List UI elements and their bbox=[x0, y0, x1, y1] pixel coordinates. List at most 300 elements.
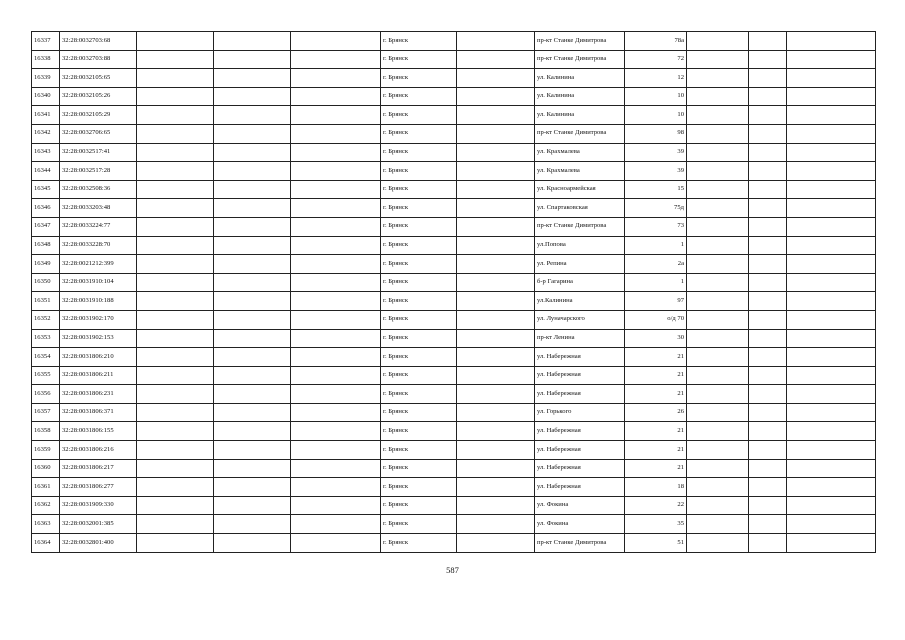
empty-cell bbox=[137, 32, 214, 51]
empty-cell bbox=[291, 199, 381, 218]
table-row bbox=[32, 162, 876, 181]
empty-cell bbox=[787, 496, 876, 515]
empty-cell bbox=[787, 348, 876, 367]
empty-cell bbox=[291, 236, 381, 255]
cadastral-number-cell: 32:28:0032703:88 bbox=[60, 50, 137, 69]
table-row bbox=[32, 310, 876, 329]
row-number-cell: 16362 bbox=[32, 496, 60, 515]
empty-cell bbox=[291, 69, 381, 88]
empty-cell bbox=[291, 217, 381, 236]
empty-cell bbox=[687, 534, 749, 553]
empty-cell bbox=[457, 348, 535, 367]
street-cell: ул.Попова bbox=[535, 236, 625, 255]
table-row bbox=[32, 478, 876, 497]
empty-cell bbox=[457, 441, 535, 460]
empty-cell bbox=[457, 162, 535, 181]
empty-cell bbox=[457, 124, 535, 143]
empty-cell bbox=[687, 403, 749, 422]
empty-cell bbox=[687, 236, 749, 255]
page-number: 587 bbox=[446, 565, 459, 575]
table-row bbox=[32, 236, 876, 255]
empty-cell bbox=[457, 106, 535, 125]
empty-cell bbox=[291, 162, 381, 181]
table-row bbox=[32, 385, 876, 404]
empty-cell bbox=[787, 87, 876, 106]
row-number-cell: 16355 bbox=[32, 366, 60, 385]
city-cell: г. Брянск bbox=[381, 441, 457, 460]
street-cell: ул. Спартаковская bbox=[535, 199, 625, 218]
city-cell: г. Брянск bbox=[381, 366, 457, 385]
row-number-cell: 16343 bbox=[32, 143, 60, 162]
empty-cell bbox=[137, 50, 214, 69]
city-cell: г. Брянск bbox=[381, 310, 457, 329]
house-number-cell: 12 bbox=[625, 69, 687, 88]
empty-cell bbox=[137, 143, 214, 162]
empty-cell bbox=[214, 403, 291, 422]
empty-cell bbox=[214, 329, 291, 348]
house-number-cell: 10 bbox=[625, 106, 687, 125]
empty-cell bbox=[687, 496, 749, 515]
table-row bbox=[32, 87, 876, 106]
table-row bbox=[32, 366, 876, 385]
empty-cell bbox=[137, 106, 214, 125]
cadastral-number-cell: 32:28:0031806:216 bbox=[60, 441, 137, 460]
row-number-cell: 16339 bbox=[32, 69, 60, 88]
empty-cell bbox=[787, 180, 876, 199]
row-number-cell: 16356 bbox=[32, 385, 60, 404]
empty-cell bbox=[214, 273, 291, 292]
empty-cell bbox=[291, 124, 381, 143]
street-cell: ул. Фокина bbox=[535, 515, 625, 534]
empty-cell bbox=[749, 515, 787, 534]
cadastral-number-cell: 32:28:0031806:211 bbox=[60, 366, 137, 385]
empty-cell bbox=[137, 236, 214, 255]
empty-cell bbox=[291, 496, 381, 515]
street-cell: пр-кт Станке Димитрова bbox=[535, 217, 625, 236]
empty-cell bbox=[787, 50, 876, 69]
table-row bbox=[32, 515, 876, 534]
empty-cell bbox=[457, 32, 535, 51]
empty-cell bbox=[137, 124, 214, 143]
empty-cell bbox=[214, 87, 291, 106]
empty-cell bbox=[457, 50, 535, 69]
empty-cell bbox=[457, 403, 535, 422]
street-cell: ул. Набережная bbox=[535, 385, 625, 404]
street-cell: ул. Калинина bbox=[535, 87, 625, 106]
house-number-cell: 10 bbox=[625, 87, 687, 106]
empty-cell bbox=[787, 255, 876, 274]
empty-cell bbox=[687, 87, 749, 106]
row-number-cell: 16364 bbox=[32, 534, 60, 553]
empty-cell bbox=[687, 515, 749, 534]
empty-cell bbox=[291, 106, 381, 125]
empty-cell bbox=[137, 478, 214, 497]
empty-cell bbox=[214, 534, 291, 553]
cadastral-number-cell: 32:28:0031910:104 bbox=[60, 273, 137, 292]
table-row bbox=[32, 403, 876, 422]
empty-cell bbox=[214, 496, 291, 515]
empty-cell bbox=[214, 310, 291, 329]
empty-cell bbox=[457, 180, 535, 199]
empty-cell bbox=[687, 459, 749, 478]
empty-cell bbox=[787, 478, 876, 497]
cadastral-number-cell: 32:28:0031902:153 bbox=[60, 329, 137, 348]
empty-cell bbox=[214, 199, 291, 218]
street-cell: ул. Набережная bbox=[535, 422, 625, 441]
empty-cell bbox=[214, 143, 291, 162]
empty-cell bbox=[749, 310, 787, 329]
empty-cell bbox=[749, 403, 787, 422]
empty-cell bbox=[687, 199, 749, 218]
house-number-cell: 75д bbox=[625, 199, 687, 218]
row-number-cell: 16354 bbox=[32, 348, 60, 367]
empty-cell bbox=[787, 199, 876, 218]
empty-cell bbox=[137, 422, 214, 441]
row-number-cell: 16338 bbox=[32, 50, 60, 69]
empty-cell bbox=[291, 329, 381, 348]
house-number-cell: 15 bbox=[625, 180, 687, 199]
empty-cell bbox=[291, 255, 381, 274]
cadastral-number-cell: 32:28:0032517:28 bbox=[60, 162, 137, 181]
empty-cell bbox=[291, 422, 381, 441]
empty-cell bbox=[291, 292, 381, 311]
empty-cell bbox=[291, 366, 381, 385]
cadastral-number-cell: 32:28:0031909:330 bbox=[60, 496, 137, 515]
row-number-cell: 16340 bbox=[32, 87, 60, 106]
table-row bbox=[32, 292, 876, 311]
house-number-cell: 73 bbox=[625, 217, 687, 236]
empty-cell bbox=[749, 87, 787, 106]
city-cell: г. Брянск bbox=[381, 50, 457, 69]
table-body bbox=[32, 32, 876, 553]
empty-cell bbox=[787, 217, 876, 236]
row-number-cell: 16344 bbox=[32, 162, 60, 181]
house-number-cell: 35 bbox=[625, 515, 687, 534]
house-number-cell: 26 bbox=[625, 403, 687, 422]
city-cell: г. Брянск bbox=[381, 273, 457, 292]
empty-cell bbox=[749, 217, 787, 236]
city-cell: г. Брянск bbox=[381, 69, 457, 88]
empty-cell bbox=[214, 124, 291, 143]
empty-cell bbox=[787, 459, 876, 478]
cadastral-number-cell: 32:28:0031806:217 bbox=[60, 459, 137, 478]
street-cell: пр-кт Станке Димитрова bbox=[535, 534, 625, 553]
empty-cell bbox=[787, 385, 876, 404]
empty-cell bbox=[137, 459, 214, 478]
empty-cell bbox=[749, 534, 787, 553]
empty-cell bbox=[749, 32, 787, 51]
empty-cell bbox=[214, 478, 291, 497]
empty-cell bbox=[457, 217, 535, 236]
empty-cell bbox=[749, 180, 787, 199]
empty-cell bbox=[787, 236, 876, 255]
empty-cell bbox=[137, 441, 214, 460]
house-number-cell: 21 bbox=[625, 366, 687, 385]
empty-cell bbox=[137, 87, 214, 106]
empty-cell bbox=[749, 496, 787, 515]
cadastral-number-cell: 32:28:0032517:41 bbox=[60, 143, 137, 162]
empty-cell bbox=[687, 255, 749, 274]
empty-cell bbox=[787, 329, 876, 348]
street-cell: ул. Набережная bbox=[535, 366, 625, 385]
row-number-cell: 16358 bbox=[32, 422, 60, 441]
empty-cell bbox=[214, 106, 291, 125]
empty-cell bbox=[749, 329, 787, 348]
table-row bbox=[32, 217, 876, 236]
house-number-cell: 2а bbox=[625, 255, 687, 274]
empty-cell bbox=[457, 422, 535, 441]
empty-cell bbox=[137, 292, 214, 311]
empty-cell bbox=[749, 422, 787, 441]
empty-cell bbox=[749, 366, 787, 385]
row-number-cell: 16346 bbox=[32, 199, 60, 218]
street-cell: б-р Гагарина bbox=[535, 273, 625, 292]
empty-cell bbox=[137, 534, 214, 553]
row-number-cell: 16363 bbox=[32, 515, 60, 534]
empty-cell bbox=[214, 348, 291, 367]
empty-cell bbox=[687, 217, 749, 236]
table-row bbox=[32, 459, 876, 478]
empty-cell bbox=[214, 236, 291, 255]
empty-cell bbox=[749, 50, 787, 69]
empty-cell bbox=[291, 310, 381, 329]
empty-cell bbox=[687, 441, 749, 460]
row-number-cell: 16347 bbox=[32, 217, 60, 236]
table-row bbox=[32, 106, 876, 125]
empty-cell bbox=[137, 199, 214, 218]
empty-cell bbox=[457, 385, 535, 404]
street-cell: ул. Набережная bbox=[535, 459, 625, 478]
table-row bbox=[32, 534, 876, 553]
table-row bbox=[32, 50, 876, 69]
empty-cell bbox=[787, 441, 876, 460]
empty-cell bbox=[687, 422, 749, 441]
cadastral-number-cell: 32:28:0031806:210 bbox=[60, 348, 137, 367]
empty-cell bbox=[687, 273, 749, 292]
cadastral-number-cell: 32:28:0032706:65 bbox=[60, 124, 137, 143]
cadastral-number-cell: 32:28:0032703:68 bbox=[60, 32, 137, 51]
city-cell: г. Брянск bbox=[381, 478, 457, 497]
empty-cell bbox=[687, 385, 749, 404]
empty-cell bbox=[291, 32, 381, 51]
row-number-cell: 16345 bbox=[32, 180, 60, 199]
table-row bbox=[32, 199, 876, 218]
empty-cell bbox=[457, 69, 535, 88]
empty-cell bbox=[137, 403, 214, 422]
table-row bbox=[32, 273, 876, 292]
table-row bbox=[32, 441, 876, 460]
empty-cell bbox=[749, 236, 787, 255]
empty-cell bbox=[787, 69, 876, 88]
house-number-cell: 97 bbox=[625, 292, 687, 311]
street-cell: ул. Красноармейская bbox=[535, 180, 625, 199]
table-row bbox=[32, 255, 876, 274]
house-number-cell: 72 bbox=[625, 50, 687, 69]
cadastral-number-cell: 32:28:0031806:277 bbox=[60, 478, 137, 497]
city-cell: г. Брянск bbox=[381, 106, 457, 125]
empty-cell bbox=[137, 310, 214, 329]
house-number-cell: 21 bbox=[625, 348, 687, 367]
empty-cell bbox=[687, 50, 749, 69]
empty-cell bbox=[457, 534, 535, 553]
house-number-cell: 98 bbox=[625, 124, 687, 143]
empty-cell bbox=[749, 69, 787, 88]
street-cell: ул.Калинина bbox=[535, 292, 625, 311]
cadastral-number-cell: 32:28:0033203:48 bbox=[60, 199, 137, 218]
empty-cell bbox=[137, 180, 214, 199]
empty-cell bbox=[687, 124, 749, 143]
house-number-cell: 51 bbox=[625, 534, 687, 553]
cadastral-number-cell: 32:28:0031806:155 bbox=[60, 422, 137, 441]
empty-cell bbox=[787, 143, 876, 162]
city-cell: г. Брянск bbox=[381, 236, 457, 255]
empty-cell bbox=[749, 441, 787, 460]
empty-cell bbox=[457, 310, 535, 329]
city-cell: г. Брянск bbox=[381, 329, 457, 348]
house-number-cell: 21 bbox=[625, 385, 687, 404]
table-row bbox=[32, 180, 876, 199]
city-cell: г. Брянск bbox=[381, 459, 457, 478]
row-number-cell: 16337 bbox=[32, 32, 60, 51]
empty-cell bbox=[749, 106, 787, 125]
cadastral-number-cell: 32:28:0032105:65 bbox=[60, 69, 137, 88]
cadastral-number-cell: 32:28:0033228:70 bbox=[60, 236, 137, 255]
empty-cell bbox=[687, 106, 749, 125]
empty-cell bbox=[749, 162, 787, 181]
house-number-cell: 39 bbox=[625, 162, 687, 181]
street-cell: пр-кт Ленина bbox=[535, 329, 625, 348]
cadastral-number-cell: 32:28:0032508:36 bbox=[60, 180, 137, 199]
cadastral-number-cell: 32:28:0032105:29 bbox=[60, 106, 137, 125]
empty-cell bbox=[787, 106, 876, 125]
cadastral-number-cell: 32:28:0031910:188 bbox=[60, 292, 137, 311]
city-cell: г. Брянск bbox=[381, 422, 457, 441]
empty-cell bbox=[687, 366, 749, 385]
street-cell: ул. Набережная bbox=[535, 441, 625, 460]
empty-cell bbox=[291, 143, 381, 162]
empty-cell bbox=[687, 292, 749, 311]
table-row bbox=[32, 69, 876, 88]
empty-cell bbox=[749, 478, 787, 497]
empty-cell bbox=[457, 515, 535, 534]
house-number-cell: 21 bbox=[625, 422, 687, 441]
empty-cell bbox=[291, 441, 381, 460]
empty-cell bbox=[214, 422, 291, 441]
empty-cell bbox=[687, 310, 749, 329]
table-row bbox=[32, 496, 876, 515]
empty-cell bbox=[687, 32, 749, 51]
house-number-cell: 1 bbox=[625, 236, 687, 255]
street-cell: пр-кт Станке Димитрова bbox=[535, 124, 625, 143]
empty-cell bbox=[787, 422, 876, 441]
row-number-cell: 16361 bbox=[32, 478, 60, 497]
house-number-cell: 78а bbox=[625, 32, 687, 51]
empty-cell bbox=[291, 403, 381, 422]
empty-cell bbox=[749, 199, 787, 218]
empty-cell bbox=[687, 348, 749, 367]
empty-cell bbox=[457, 292, 535, 311]
empty-cell bbox=[291, 348, 381, 367]
empty-cell bbox=[214, 385, 291, 404]
empty-cell bbox=[749, 124, 787, 143]
cadastral-number-cell: 32:28:0033224:77 bbox=[60, 217, 137, 236]
empty-cell bbox=[214, 255, 291, 274]
empty-cell bbox=[687, 162, 749, 181]
empty-cell bbox=[787, 124, 876, 143]
city-cell: г. Брянск bbox=[381, 496, 457, 515]
city-cell: г. Брянск bbox=[381, 32, 457, 51]
city-cell: г. Брянск bbox=[381, 143, 457, 162]
property-register-table bbox=[31, 31, 876, 553]
empty-cell bbox=[137, 329, 214, 348]
empty-cell bbox=[137, 162, 214, 181]
row-number-cell: 16349 bbox=[32, 255, 60, 274]
house-number-cell: 21 bbox=[625, 459, 687, 478]
empty-cell bbox=[687, 143, 749, 162]
empty-cell bbox=[214, 459, 291, 478]
empty-cell bbox=[787, 515, 876, 534]
empty-cell bbox=[214, 441, 291, 460]
house-number-cell: 21 bbox=[625, 441, 687, 460]
empty-cell bbox=[137, 217, 214, 236]
table-row bbox=[32, 422, 876, 441]
empty-cell bbox=[457, 199, 535, 218]
city-cell: г. Брянск bbox=[381, 124, 457, 143]
row-number-cell: 16351 bbox=[32, 292, 60, 311]
empty-cell bbox=[787, 366, 876, 385]
empty-cell bbox=[137, 515, 214, 534]
city-cell: г. Брянск bbox=[381, 403, 457, 422]
house-number-cell: 18 bbox=[625, 478, 687, 497]
empty-cell bbox=[787, 273, 876, 292]
cadastral-number-cell: 32:28:0031806:231 bbox=[60, 385, 137, 404]
empty-cell bbox=[214, 180, 291, 199]
empty-cell bbox=[749, 273, 787, 292]
empty-cell bbox=[749, 459, 787, 478]
empty-cell bbox=[787, 162, 876, 181]
house-number-cell: 39 bbox=[625, 143, 687, 162]
row-number-cell: 16350 bbox=[32, 273, 60, 292]
empty-cell bbox=[457, 273, 535, 292]
street-cell: ул. Калинина bbox=[535, 106, 625, 125]
street-cell: ул. Набережная bbox=[535, 348, 625, 367]
empty-cell bbox=[687, 329, 749, 348]
house-number-cell: 1 bbox=[625, 273, 687, 292]
city-cell: г. Брянск bbox=[381, 515, 457, 534]
empty-cell bbox=[749, 292, 787, 311]
empty-cell bbox=[137, 69, 214, 88]
city-cell: г. Брянск bbox=[381, 255, 457, 274]
empty-cell bbox=[137, 273, 214, 292]
empty-cell bbox=[291, 385, 381, 404]
street-cell: ул. Горького bbox=[535, 403, 625, 422]
city-cell: г. Брянск bbox=[381, 162, 457, 181]
row-number-cell: 16359 bbox=[32, 441, 60, 460]
city-cell: г. Брянск bbox=[381, 217, 457, 236]
empty-cell bbox=[214, 217, 291, 236]
table-row bbox=[32, 348, 876, 367]
house-number-cell: о/д 70 bbox=[625, 310, 687, 329]
city-cell: г. Брянск bbox=[381, 180, 457, 199]
table-row bbox=[32, 143, 876, 162]
empty-cell bbox=[787, 534, 876, 553]
empty-cell bbox=[137, 385, 214, 404]
city-cell: г. Брянск bbox=[381, 87, 457, 106]
empty-cell bbox=[137, 255, 214, 274]
cadastral-number-cell: 32:28:0021212:399 bbox=[60, 255, 137, 274]
row-number-cell: 16353 bbox=[32, 329, 60, 348]
city-cell: г. Брянск bbox=[381, 534, 457, 553]
